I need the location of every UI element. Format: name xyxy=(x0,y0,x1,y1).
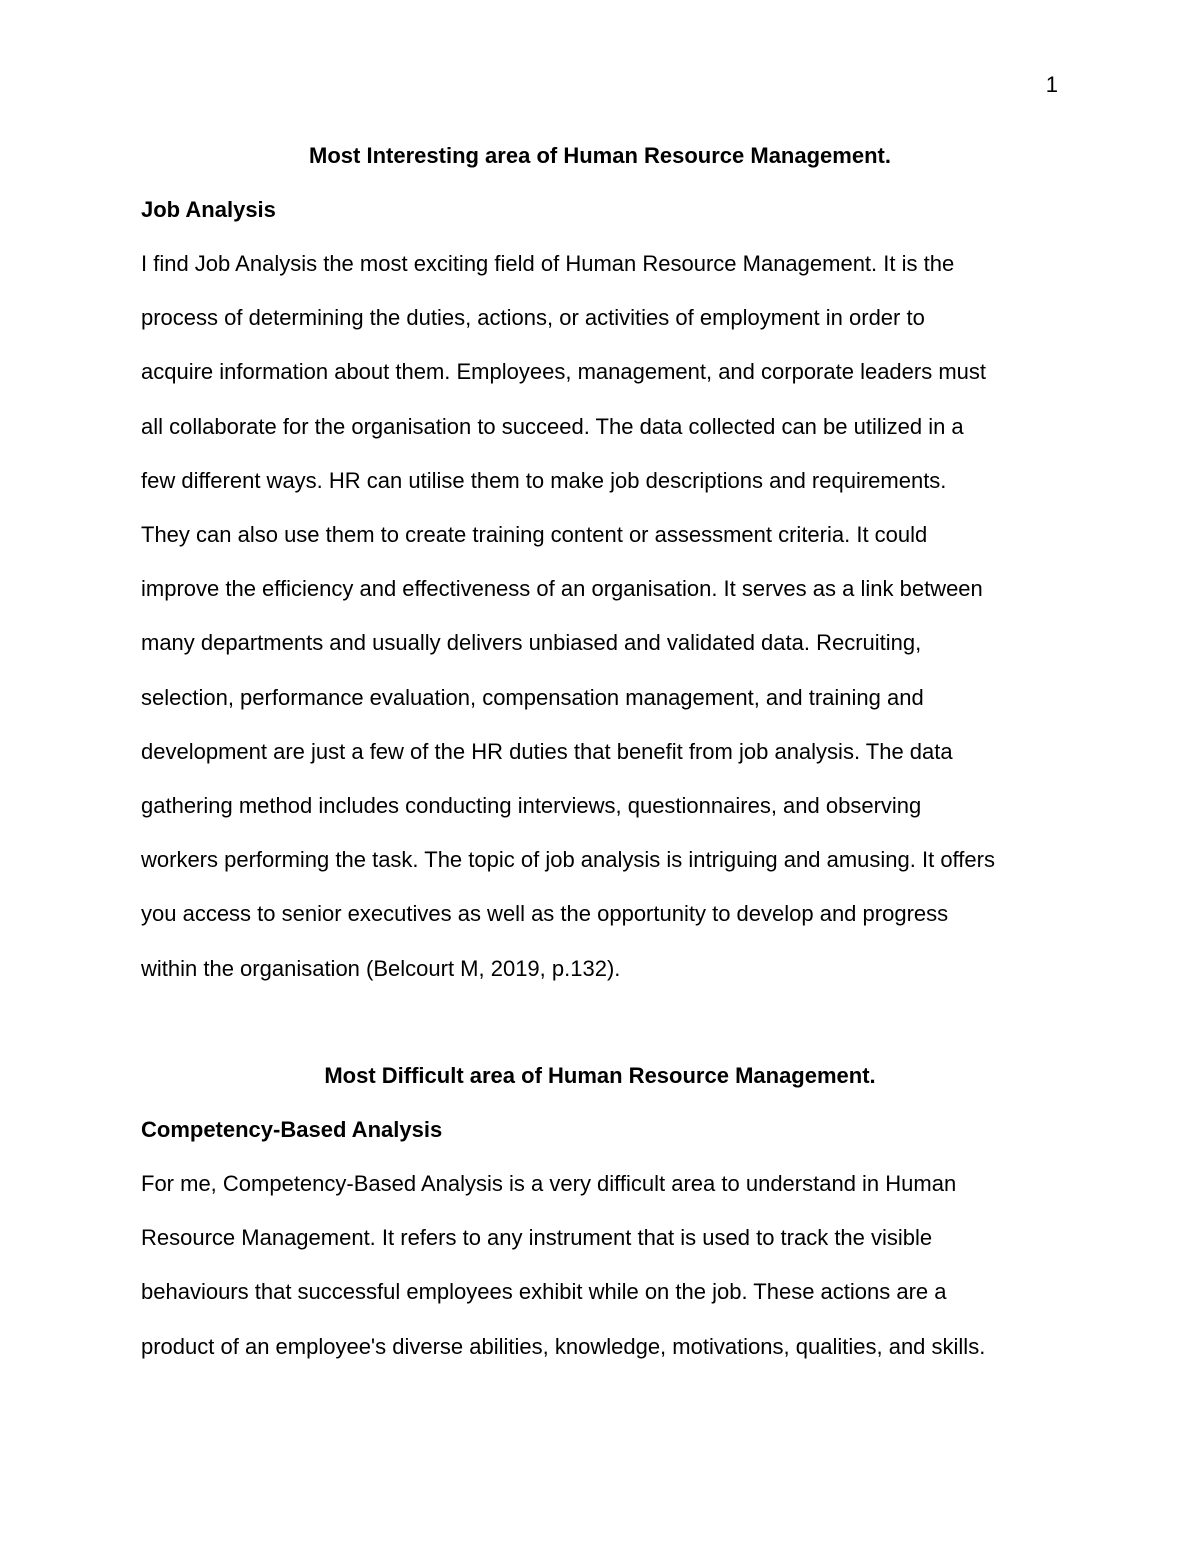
section2-title: Most Difficult area of Human Resource Management. xyxy=(324,1063,876,1088)
paragraph-line: acquire information about them. Employees, management, and corporate leaders must xyxy=(141,359,987,385)
section1-subtitle: Job Analysis xyxy=(141,197,276,222)
paragraph-line: They can also use them to create training content or assessment criteria. It could xyxy=(141,522,928,548)
paragraph-line: product of an employee's diverse abilities, knowledge, motivations, qualities, and skills. xyxy=(141,1333,986,1359)
paragraph-line: you access to senior executives as well as the opportunity to develop and progress xyxy=(141,901,949,927)
paragraph-line: I find Job Analysis the most exciting field of Human Resource Management. It is the xyxy=(141,251,955,276)
page-number: 1 xyxy=(1045,72,1058,97)
paragraph-line: all collaborate for the organisation to succeed. The data collected can be utilized in a xyxy=(141,413,964,439)
paragraph-line: For me, Competency-Based Analysis is a very difficult area to understand in Human xyxy=(141,1171,957,1196)
paragraph-line: gathering method includes conducting interviews, questionnaires, and observing xyxy=(141,793,922,819)
paragraph-line: within the organisation (Belcourt M, 2019, p.132). xyxy=(141,955,621,981)
paragraph-line: development are just a few of the HR duties that benefit from job analysis. The data xyxy=(141,738,953,764)
paragraph-line: few different ways. HR can utilise them to make job descriptions and requirements. xyxy=(141,467,947,493)
paragraph-line: workers performing the task. The topic of job analysis is intriguing and amusing. It offers xyxy=(141,847,995,873)
section2-paragraph xyxy=(141,1157,1059,1374)
section1-title: Most Interesting area of Human Resource Management. xyxy=(309,143,891,168)
paragraph-line: Resource Management. It refers to any instrument that is used to track the visible xyxy=(141,1225,933,1251)
paragraph-line: many departments and usually delivers unbiased and validated data. Recruiting, xyxy=(141,630,922,656)
section2-subtitle: Competency-Based Analysis xyxy=(141,1117,443,1142)
paragraph-line: improve the efficiency and effectiveness of an organisation. It serves as a link between xyxy=(141,576,983,602)
paragraph-line: process of determining the duties, actions, or activities of employment in order to xyxy=(141,305,925,331)
section1-paragraph xyxy=(141,237,1059,996)
paragraph-line: selection, performance evaluation, compensation management, and training and xyxy=(141,684,924,710)
paragraph-line: behaviours that successful employees exhibit while on the job. These actions are a xyxy=(141,1279,947,1305)
